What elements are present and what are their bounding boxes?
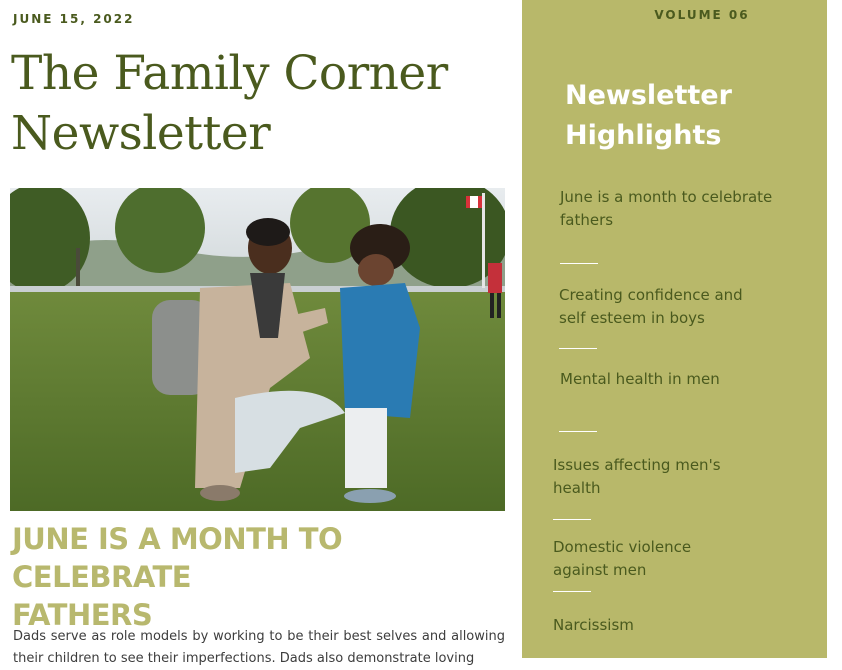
article-body: Dads serve as role models by working to be their best selves and allowing their children to see their imperfections. Dads also demonstrate loving bbox=[13, 629, 505, 666]
headline-line-2: FATHERS bbox=[12, 598, 153, 632]
title-line-2: Newsletter bbox=[11, 106, 271, 161]
highlight-item-confidence[interactable] bbox=[559, 284, 743, 330]
highlight-item-line-2: self esteem in boys bbox=[559, 309, 705, 327]
highlight-item-line-1: Narcissism bbox=[553, 616, 634, 634]
highlight-item-line-1: Creating confidence and bbox=[559, 286, 743, 304]
highlights-title-line-2: Highlights bbox=[565, 120, 722, 151]
father-and-son-illustration bbox=[10, 188, 505, 511]
highlight-item-line-2: against men bbox=[553, 561, 647, 579]
highlights-title bbox=[565, 76, 805, 156]
feature-photo bbox=[10, 188, 505, 511]
highlight-item-line-2: fathers bbox=[560, 211, 614, 229]
issue-date: JUNE 15, 2022 bbox=[13, 12, 135, 26]
divider bbox=[559, 431, 597, 432]
highlight-item-line-1: June is a month to celebrate bbox=[560, 188, 773, 206]
divider bbox=[560, 263, 598, 264]
highlight-item-line-1: Mental health in men bbox=[560, 370, 720, 388]
divider bbox=[553, 591, 591, 592]
highlight-item-mental-health[interactable] bbox=[560, 368, 720, 391]
article-headline bbox=[12, 520, 512, 634]
highlight-item-fathers[interactable] bbox=[560, 186, 772, 232]
divider bbox=[559, 348, 597, 349]
highlight-item-mens-health[interactable] bbox=[553, 454, 721, 500]
highlight-item-line-1: Domestic violence bbox=[553, 538, 692, 556]
newsletter-title bbox=[11, 44, 511, 164]
highlights-title-line-1: Newsletter bbox=[565, 80, 732, 111]
highlights-sidebar bbox=[522, 0, 827, 658]
highlight-item-narcissism[interactable] bbox=[553, 614, 634, 637]
highlight-item-line-1: Issues affecting men's bbox=[553, 456, 721, 474]
volume-label: VOLUME 06 bbox=[654, 8, 750, 22]
highlight-item-domestic-violence[interactable] bbox=[553, 536, 691, 582]
title-line-1: The Family Corner bbox=[11, 46, 448, 101]
divider bbox=[553, 519, 591, 520]
headline-line-1: JUNE IS A MONTH TO CELEBRATE bbox=[12, 522, 343, 594]
highlight-item-line-2: health bbox=[553, 479, 601, 497]
